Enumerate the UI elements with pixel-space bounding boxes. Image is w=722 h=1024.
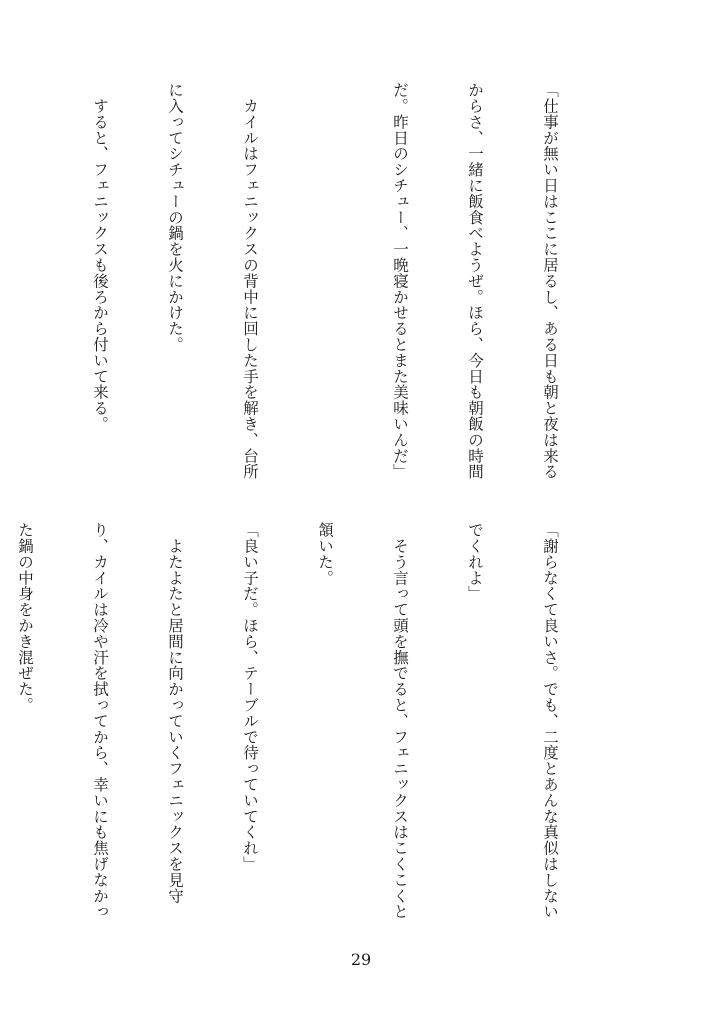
text-column: でくれよ」 — [466, 522, 484, 602]
page-number: 29 — [350, 950, 372, 969]
text-column: すると、フェニックスも後ろから付いて来る。 — [91, 82, 109, 432]
text-column: 頷いた。 — [316, 522, 334, 586]
text-column: そう言って頭を撫でると、フェニックスはこくこくと — [391, 522, 409, 920]
top-text-block — [91, 82, 612, 502]
text-column: 「謝らなくて良いさ。でも、二度とあんな真似はしない — [541, 522, 559, 920]
text-column: よたよたと居間に向かっていくフェニックスを見守 — [166, 522, 184, 904]
bottom-text-block — [16, 522, 612, 942]
text-column: り、カイルは冷や汗を拭ってから、幸いにも焦げなかっ — [91, 522, 109, 920]
text-column: に入ってシチューの鍋を火にかけた。 — [166, 82, 184, 353]
text-column: からさ、一緒に飯食べようぜ。ほら、今日も朝飯の時間 — [466, 82, 484, 480]
text-column: カイルはフェニックスの背中に回した手を解き、台所 — [241, 82, 259, 480]
text-column: 「仕事が無い日はここに居るし、ある日も朝と夜は来る — [541, 82, 559, 480]
text-column: だ。昨日のシチュー、一晩寝かせるとまた美味いんだ」 — [391, 82, 409, 480]
text-column — [12, 82, 37, 502]
text-column: 「良い子だ。ほら、テーブルで待っていてくれ」 — [241, 522, 259, 872]
text-column — [312, 82, 337, 502]
text-column: た鍋の中身をかき混ぜた。 — [16, 522, 34, 713]
